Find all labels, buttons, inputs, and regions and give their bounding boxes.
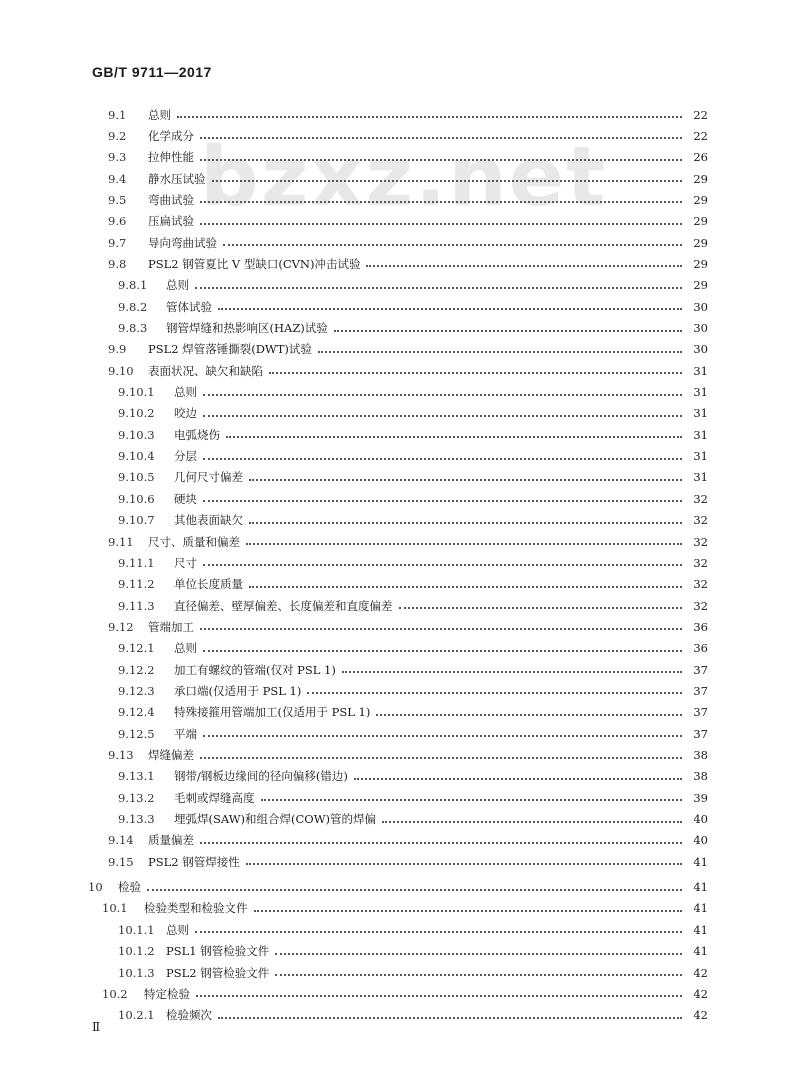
standard-code-header: GB/T 9711—2017 xyxy=(92,64,212,80)
toc-entry-page: 32 xyxy=(693,534,708,549)
toc-entry[interactable] xyxy=(0,232,800,253)
toc-entry-number: 9.14 xyxy=(108,833,134,848)
toc-entry-page: 30 xyxy=(693,342,708,357)
toc-entry-page: 29 xyxy=(693,192,708,207)
toc-entry-title: 钢带/钢板边缘间的径向偏移(错边) xyxy=(174,769,348,784)
toc-entry-title: PSL2 钢管焊接性 xyxy=(148,854,240,869)
toc-entry-page: 38 xyxy=(693,748,708,762)
dot-leader xyxy=(318,350,682,353)
toc-entry[interactable] xyxy=(0,941,800,962)
toc-entry[interactable] xyxy=(0,275,800,296)
toc-entry-page: 42 xyxy=(693,1008,708,1023)
toc-entry-page: 32 xyxy=(693,491,708,506)
toc-entry-page: 31 xyxy=(693,449,708,464)
toc-entry-page: 37 xyxy=(693,662,708,677)
toc-entry-number: 9.8 xyxy=(108,256,127,271)
toc-entry-number: 9.8.2 xyxy=(118,299,148,314)
toc-entry[interactable] xyxy=(0,983,800,1004)
toc-entry-number: 9.2 xyxy=(108,128,127,143)
toc-entry-title: 总则 xyxy=(174,385,197,400)
toc-entry-title: PSL2 焊管落锤撕裂(DWT)试验 xyxy=(148,342,312,357)
dot-leader xyxy=(203,457,682,460)
dot-leader xyxy=(195,286,682,289)
toc-entry-number: 9.10.7 xyxy=(118,513,155,528)
toc-entry-title: 钢管焊缝和热影响区(HAZ)试验 xyxy=(166,321,328,335)
dot-leader xyxy=(334,329,682,332)
toc-entry-title: 检验 xyxy=(118,880,141,895)
toc-entry-title: 检验类型和检验文件 xyxy=(144,901,248,916)
toc-entry[interactable] xyxy=(0,318,800,339)
toc-entry-title: 加工有螺纹的管端(仅对 PSL 1) xyxy=(174,662,336,677)
toc-entry-title: 平端 xyxy=(174,726,197,741)
toc-entry-number: 9.13.2 xyxy=(118,790,155,805)
dot-leader xyxy=(249,478,682,481)
toc-entry-page: 31 xyxy=(693,385,708,400)
toc-entry[interactable] xyxy=(0,189,800,210)
toc-entry-page: 32 xyxy=(693,555,708,570)
dot-leader xyxy=(223,243,682,246)
toc-entry-title: 总则 xyxy=(174,641,197,656)
toc-entry-number: 9.10.5 xyxy=(118,470,155,485)
toc-entry[interactable] xyxy=(0,360,800,381)
toc-entry-page: 32 xyxy=(693,598,708,613)
toc-entry[interactable] xyxy=(0,830,800,851)
toc-entry[interactable] xyxy=(0,574,800,595)
toc-entry[interactable] xyxy=(0,638,800,659)
toc-entry-title: PSL1 钢管检验文件 xyxy=(166,944,270,959)
toc-entry-title: 静水压试验 xyxy=(148,171,206,186)
dot-leader xyxy=(249,585,682,588)
toc-entry[interactable] xyxy=(0,745,800,766)
toc-entry-number: 9.13.1 xyxy=(118,769,155,784)
toc-entry[interactable] xyxy=(0,488,800,509)
toc-entry-number: 9.1 xyxy=(108,107,127,122)
dot-leader xyxy=(200,136,682,139)
toc-entry-number: 9.8.1 xyxy=(118,278,148,293)
toc-entry-number: 9.13 xyxy=(108,748,134,762)
dot-leader xyxy=(200,222,682,225)
dot-leader xyxy=(200,627,682,630)
toc-entry-page: 38 xyxy=(693,769,708,784)
toc-entry[interactable] xyxy=(0,446,800,467)
toc-entry-title: 检验频次 xyxy=(166,1008,212,1023)
toc-entry-page: 37 xyxy=(693,683,708,698)
toc-entry-number: 9.10.2 xyxy=(118,406,155,421)
dot-leader xyxy=(203,563,682,566)
watermark: bzxz.net xyxy=(200,130,608,225)
toc-entry-title: 总则 xyxy=(166,278,189,293)
toc-entry-number: 9.4 xyxy=(108,171,127,186)
toc-entry-title: 硬块 xyxy=(174,491,197,506)
toc-entry-title: 总则 xyxy=(166,922,189,937)
toc-entry-page: 29 xyxy=(693,171,708,186)
toc-entry-title: 特殊接箍用管端加工(仅适用于 PSL 1) xyxy=(174,705,371,720)
toc-entry-title: 压扁试验 xyxy=(148,214,194,229)
dot-leader xyxy=(226,435,682,438)
toc-entry-page: 26 xyxy=(693,150,708,165)
toc-entry-number: 10.2 xyxy=(102,986,128,1001)
toc-entry-title: 管端加工 xyxy=(148,619,194,634)
toc-entry-title: 拉伸性能 xyxy=(148,150,194,165)
toc-entry-page: 30 xyxy=(693,321,708,335)
toc-entry-number: 9.12.2 xyxy=(118,662,155,677)
dot-leader xyxy=(218,1016,682,1019)
dot-leader xyxy=(200,841,682,844)
toc-entry-number: 9.12 xyxy=(108,619,134,634)
toc-entry[interactable] xyxy=(0,253,800,274)
toc-entry-page: 22 xyxy=(693,107,708,122)
toc-entry-title: 电弧烧伤 xyxy=(174,427,220,442)
toc-entry-title: 导向弯曲试验 xyxy=(148,235,217,250)
toc-entry[interactable] xyxy=(0,168,800,189)
toc-entry-page: 41 xyxy=(693,854,708,869)
toc-entry-number: 9.11.2 xyxy=(118,577,155,592)
toc-entry[interactable] xyxy=(0,552,800,573)
toc-entry[interactable] xyxy=(0,919,800,940)
toc-entry-title: 弯曲试验 xyxy=(148,192,194,207)
toc-entry-title: 单位长度质量 xyxy=(174,577,243,592)
dot-leader xyxy=(218,307,682,310)
toc-entry[interactable] xyxy=(0,104,800,125)
toc-entry-number: 9.12.3 xyxy=(118,683,155,698)
toc-entry-page: 31 xyxy=(693,470,708,485)
dot-leader xyxy=(246,542,682,545)
toc-entry-number: 9.10.6 xyxy=(118,491,155,506)
toc-entry-number: 9.5 xyxy=(108,192,127,207)
toc-entry[interactable] xyxy=(0,595,800,616)
toc-entry-title: 直径偏差、壁厚偏差、长度偏差和直度偏差 xyxy=(174,598,393,613)
dot-leader xyxy=(382,820,682,823)
dot-leader xyxy=(203,734,682,737)
toc-entry-page: 29 xyxy=(693,256,708,271)
dot-leader xyxy=(203,393,682,396)
toc-entry-page: 31 xyxy=(693,406,708,421)
dot-leader xyxy=(307,691,682,694)
toc-entry[interactable] xyxy=(0,467,800,488)
dot-leader xyxy=(203,649,682,652)
toc-entry-page: 42 xyxy=(693,965,708,980)
page-number-footer: Ⅱ xyxy=(92,1020,101,1034)
dot-leader xyxy=(196,994,682,997)
toc-entry-number: 9.11.1 xyxy=(118,555,155,570)
toc-entry[interactable] xyxy=(0,877,800,898)
toc-entry[interactable] xyxy=(0,766,800,787)
toc-entry[interactable] xyxy=(0,787,800,808)
dot-leader xyxy=(195,930,682,933)
toc-entry-number: 10.1.3 xyxy=(118,965,155,980)
toc-entry[interactable] xyxy=(0,680,800,701)
toc-entry-page: 41 xyxy=(693,922,708,937)
toc-entry-number: 9.12.5 xyxy=(118,726,155,741)
toc-entry-title: 焊缝偏差 xyxy=(148,748,194,762)
toc-entry-page: 36 xyxy=(693,641,708,656)
toc-entry-number: 10.1.2 xyxy=(118,944,155,959)
toc-entry-title: 分层 xyxy=(174,449,197,464)
toc-entry[interactable] xyxy=(0,211,800,232)
toc-entry[interactable] xyxy=(0,659,800,680)
toc-entry-title: 埋弧焊(SAW)和组合焊(COW)管的焊偏 xyxy=(174,812,377,827)
dot-leader xyxy=(200,756,682,759)
toc-entry-title: 管体试验 xyxy=(166,299,212,314)
toc-entry-page: 41 xyxy=(693,880,708,895)
toc-entry-page: 39 xyxy=(693,790,708,805)
dot-leader xyxy=(249,521,682,524)
toc-entry-title: 特定检验 xyxy=(144,986,190,1001)
toc-entry-title: 尺寸、质量和偏差 xyxy=(148,534,240,549)
toc-entry-title: PSL2 钢管夏比 V 型缺口(CVN)冲击试验 xyxy=(148,256,361,271)
toc-entry-title: 质量偏差 xyxy=(148,833,194,848)
dot-leader xyxy=(275,952,682,955)
toc-entry-title: 化学成分 xyxy=(148,128,194,143)
toc-entry-number: 9.9 xyxy=(108,342,127,357)
toc-entry-page: 32 xyxy=(693,513,708,528)
toc-entry-page: 37 xyxy=(693,705,708,720)
toc-entry[interactable] xyxy=(0,809,800,830)
toc-entry[interactable] xyxy=(0,510,800,531)
toc-entry[interactable] xyxy=(0,382,800,403)
toc-entry[interactable] xyxy=(0,962,800,983)
toc-entry-title: 尺寸 xyxy=(174,555,197,570)
toc-entry-page: 31 xyxy=(693,363,708,378)
toc-entry-title: PSL2 钢管检验文件 xyxy=(166,965,270,980)
toc-entry-page: 40 xyxy=(693,833,708,848)
dot-leader xyxy=(254,909,683,912)
toc-entry-number: 9.15 xyxy=(108,854,134,869)
toc-entry-page: 37 xyxy=(693,726,708,741)
toc-entry-page: 30 xyxy=(693,299,708,314)
toc-entry-number: 9.10.1 xyxy=(118,385,155,400)
toc-entry[interactable] xyxy=(0,339,800,360)
dot-leader xyxy=(399,606,683,609)
toc-entry[interactable] xyxy=(0,898,800,919)
toc-entry[interactable] xyxy=(0,424,800,445)
dot-leader xyxy=(246,862,682,865)
toc-entry-page: 22 xyxy=(693,128,708,143)
toc-entry-number: 9.12.4 xyxy=(118,705,155,720)
toc-entry[interactable] xyxy=(0,616,800,637)
toc-entry-number: 9.7 xyxy=(108,235,127,250)
toc-entry-number: 10.1.1 xyxy=(118,922,155,937)
toc-entry-number: 9.10 xyxy=(108,363,134,378)
dot-leader xyxy=(376,713,682,716)
dot-leader xyxy=(147,888,682,891)
toc-entry-number: 9.13.3 xyxy=(118,812,155,827)
toc-entry-page: 29 xyxy=(693,214,708,229)
toc-entry-number: 10 xyxy=(88,880,103,895)
toc-entry[interactable] xyxy=(0,531,800,552)
toc-entry-page: 42 xyxy=(693,986,708,1001)
toc-entry-page: 40 xyxy=(693,812,708,827)
toc-entry-title: 几何尺寸偏差 xyxy=(174,470,243,485)
dot-leader xyxy=(354,777,682,780)
dot-leader xyxy=(366,264,682,267)
dot-leader xyxy=(269,371,682,374)
toc-entry-number: 9.10.3 xyxy=(118,427,155,442)
toc-entry-number: 9.12.1 xyxy=(118,641,155,656)
toc-entry[interactable] xyxy=(0,723,800,744)
toc-entry-title: 咬边 xyxy=(174,406,197,421)
dot-leader xyxy=(177,115,682,118)
dot-leader xyxy=(342,670,682,673)
toc-entry-page: 32 xyxy=(693,577,708,592)
dot-leader xyxy=(200,200,682,203)
toc-entry[interactable] xyxy=(0,403,800,424)
toc-entry-number: 9.10.4 xyxy=(118,449,155,464)
toc-entry-number: 10.1 xyxy=(102,901,128,916)
toc-entry-page: 29 xyxy=(693,235,708,250)
toc-entry-number: 9.6 xyxy=(108,214,127,229)
dot-leader xyxy=(200,158,682,161)
toc-entry-title: 表面状况、缺欠和缺陷 xyxy=(148,363,263,378)
toc-entry[interactable] xyxy=(0,296,800,317)
toc-entry[interactable] xyxy=(0,125,800,146)
toc-entry-number: 9.3 xyxy=(108,150,127,165)
toc-entry-page: 41 xyxy=(693,901,708,916)
toc-entry[interactable] xyxy=(0,851,800,872)
toc-entry-title: 总则 xyxy=(148,107,171,122)
toc-entry-title: 毛刺或焊缝高度 xyxy=(174,790,255,805)
toc-entry-page: 41 xyxy=(693,944,708,959)
dot-leader xyxy=(212,179,683,182)
toc-entry-number: 9.8.3 xyxy=(118,321,148,335)
toc-entry-title: 承口端(仅适用于 PSL 1) xyxy=(174,683,302,698)
toc-entry-number: 10.2.1 xyxy=(118,1008,155,1023)
toc-entry-number: 9.11.3 xyxy=(118,598,155,613)
dot-leader xyxy=(261,798,683,801)
toc-entry-page: 36 xyxy=(693,619,708,634)
toc-entry[interactable] xyxy=(0,147,800,168)
dot-leader xyxy=(275,973,682,976)
toc-entry-page: 29 xyxy=(693,278,708,293)
dot-leader xyxy=(203,499,682,502)
dot-leader xyxy=(203,414,682,417)
toc-entry[interactable] xyxy=(0,702,800,723)
toc-entry-page: 31 xyxy=(693,427,708,442)
toc-entry-number: 9.11 xyxy=(108,534,134,549)
toc-entry-title: 其他表面缺欠 xyxy=(174,513,243,528)
toc-entry[interactable] xyxy=(0,1005,800,1026)
